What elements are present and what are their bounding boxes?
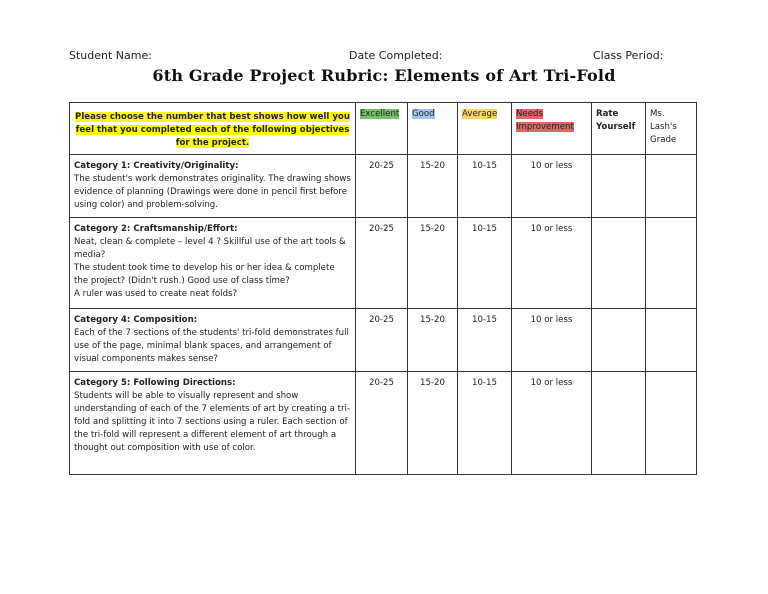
average-score: 10-15 [458, 309, 512, 372]
col-teacher-grade [646, 103, 697, 155]
class-period-label: Class Period: [593, 49, 664, 62]
needs-score: 10 or less [512, 155, 592, 218]
category-cell [70, 218, 356, 309]
header-row [70, 103, 697, 155]
rate-yourself-cell[interactable] [592, 372, 646, 475]
excellent-score: 20-25 [356, 372, 408, 475]
needs-improvement-label: Needs Improvement [516, 109, 574, 132]
rate-yourself-cell[interactable] [592, 155, 646, 218]
excellent-label: Excellent [360, 109, 400, 119]
needs-score: 10 or less [512, 309, 592, 372]
average-score: 10-15 [458, 218, 512, 309]
excellent-score: 20-25 [356, 218, 408, 309]
table-row [70, 372, 697, 475]
category-title: Category 2: Craftsmanship/Effort: [74, 224, 238, 234]
student-name-label: Student Name: [69, 49, 152, 62]
table-row [70, 309, 697, 372]
table-row [70, 155, 697, 218]
teacher-grade-cell[interactable] [646, 155, 697, 218]
category-description: The student took time to develop his or her idea & complete the project? (Didn't rush.) Good use of class time? [74, 263, 335, 286]
col-good [408, 103, 458, 155]
needs-score: 10 or less [512, 218, 592, 309]
col-excellent [356, 103, 408, 155]
instructions-cell [70, 103, 356, 155]
category-description: The student's work demonstrates originality. The drawing shows evidence of planning (Drawings were done in pencil first before using color) and problem-solving. [74, 174, 351, 210]
rate-yourself-label: Rate Yourself [596, 109, 636, 132]
good-score: 15-20 [408, 155, 458, 218]
good-label: Good [412, 109, 435, 119]
col-average [458, 103, 512, 155]
category-cell [70, 309, 356, 372]
good-score: 15-20 [408, 309, 458, 372]
category-title: Category 1: Creativity/Originality: [74, 161, 239, 171]
category-cell [70, 155, 356, 218]
needs-score: 10 or less [512, 372, 592, 475]
category-title: Category 5: Following Directions: [74, 378, 236, 388]
average-score: 10-15 [458, 155, 512, 218]
category-title: Category 4: Composition: [74, 315, 198, 325]
teacher-grade-cell[interactable] [646, 309, 697, 372]
category-description: Neat, clean & complete – level 4 ? Skillful use of the art tools & media? [74, 237, 346, 260]
excellent-score: 20-25 [356, 155, 408, 218]
average-score: 10-15 [458, 372, 512, 475]
page-title: 6th Grade Project Rubric: Elements of Art Tri-Fold [152, 66, 616, 85]
teacher-grade-cell[interactable] [646, 218, 697, 309]
excellent-score: 20-25 [356, 309, 408, 372]
teacher-grade-cell[interactable] [646, 372, 697, 475]
rate-yourself-cell[interactable] [592, 218, 646, 309]
category-cell [70, 372, 356, 475]
good-score: 15-20 [408, 372, 458, 475]
category-description: Each of the 7 sections of the students' tri-fold demonstrates full use of the page, minimal blank spaces, and arrangement of visual components makes sense? [74, 328, 349, 364]
instructions-text: Please choose the number that best shows how well you feel that you completed each of the following objectives for the project. [75, 112, 350, 148]
category-description: A ruler was used to create neat folds? [74, 289, 238, 299]
teacher-grade-label: Ms. Lash's Grade [650, 109, 677, 145]
col-needs-improvement [512, 103, 592, 155]
average-label: Average [462, 109, 498, 119]
good-score: 15-20 [408, 218, 458, 309]
category-description: Students will be able to visually represent and show understanding of each of the 7 elements of art by creating a tri-fold and splitting it into 7 sections using a ruler. Each section of the tri-fold will represent a different element of art through a thought out composition with use of color. [74, 391, 350, 453]
col-rate-yourself [592, 103, 646, 155]
date-completed-label: Date Completed: [349, 49, 443, 62]
table-row [70, 218, 697, 309]
rate-yourself-cell[interactable] [592, 309, 646, 372]
rubric-table [69, 102, 697, 475]
